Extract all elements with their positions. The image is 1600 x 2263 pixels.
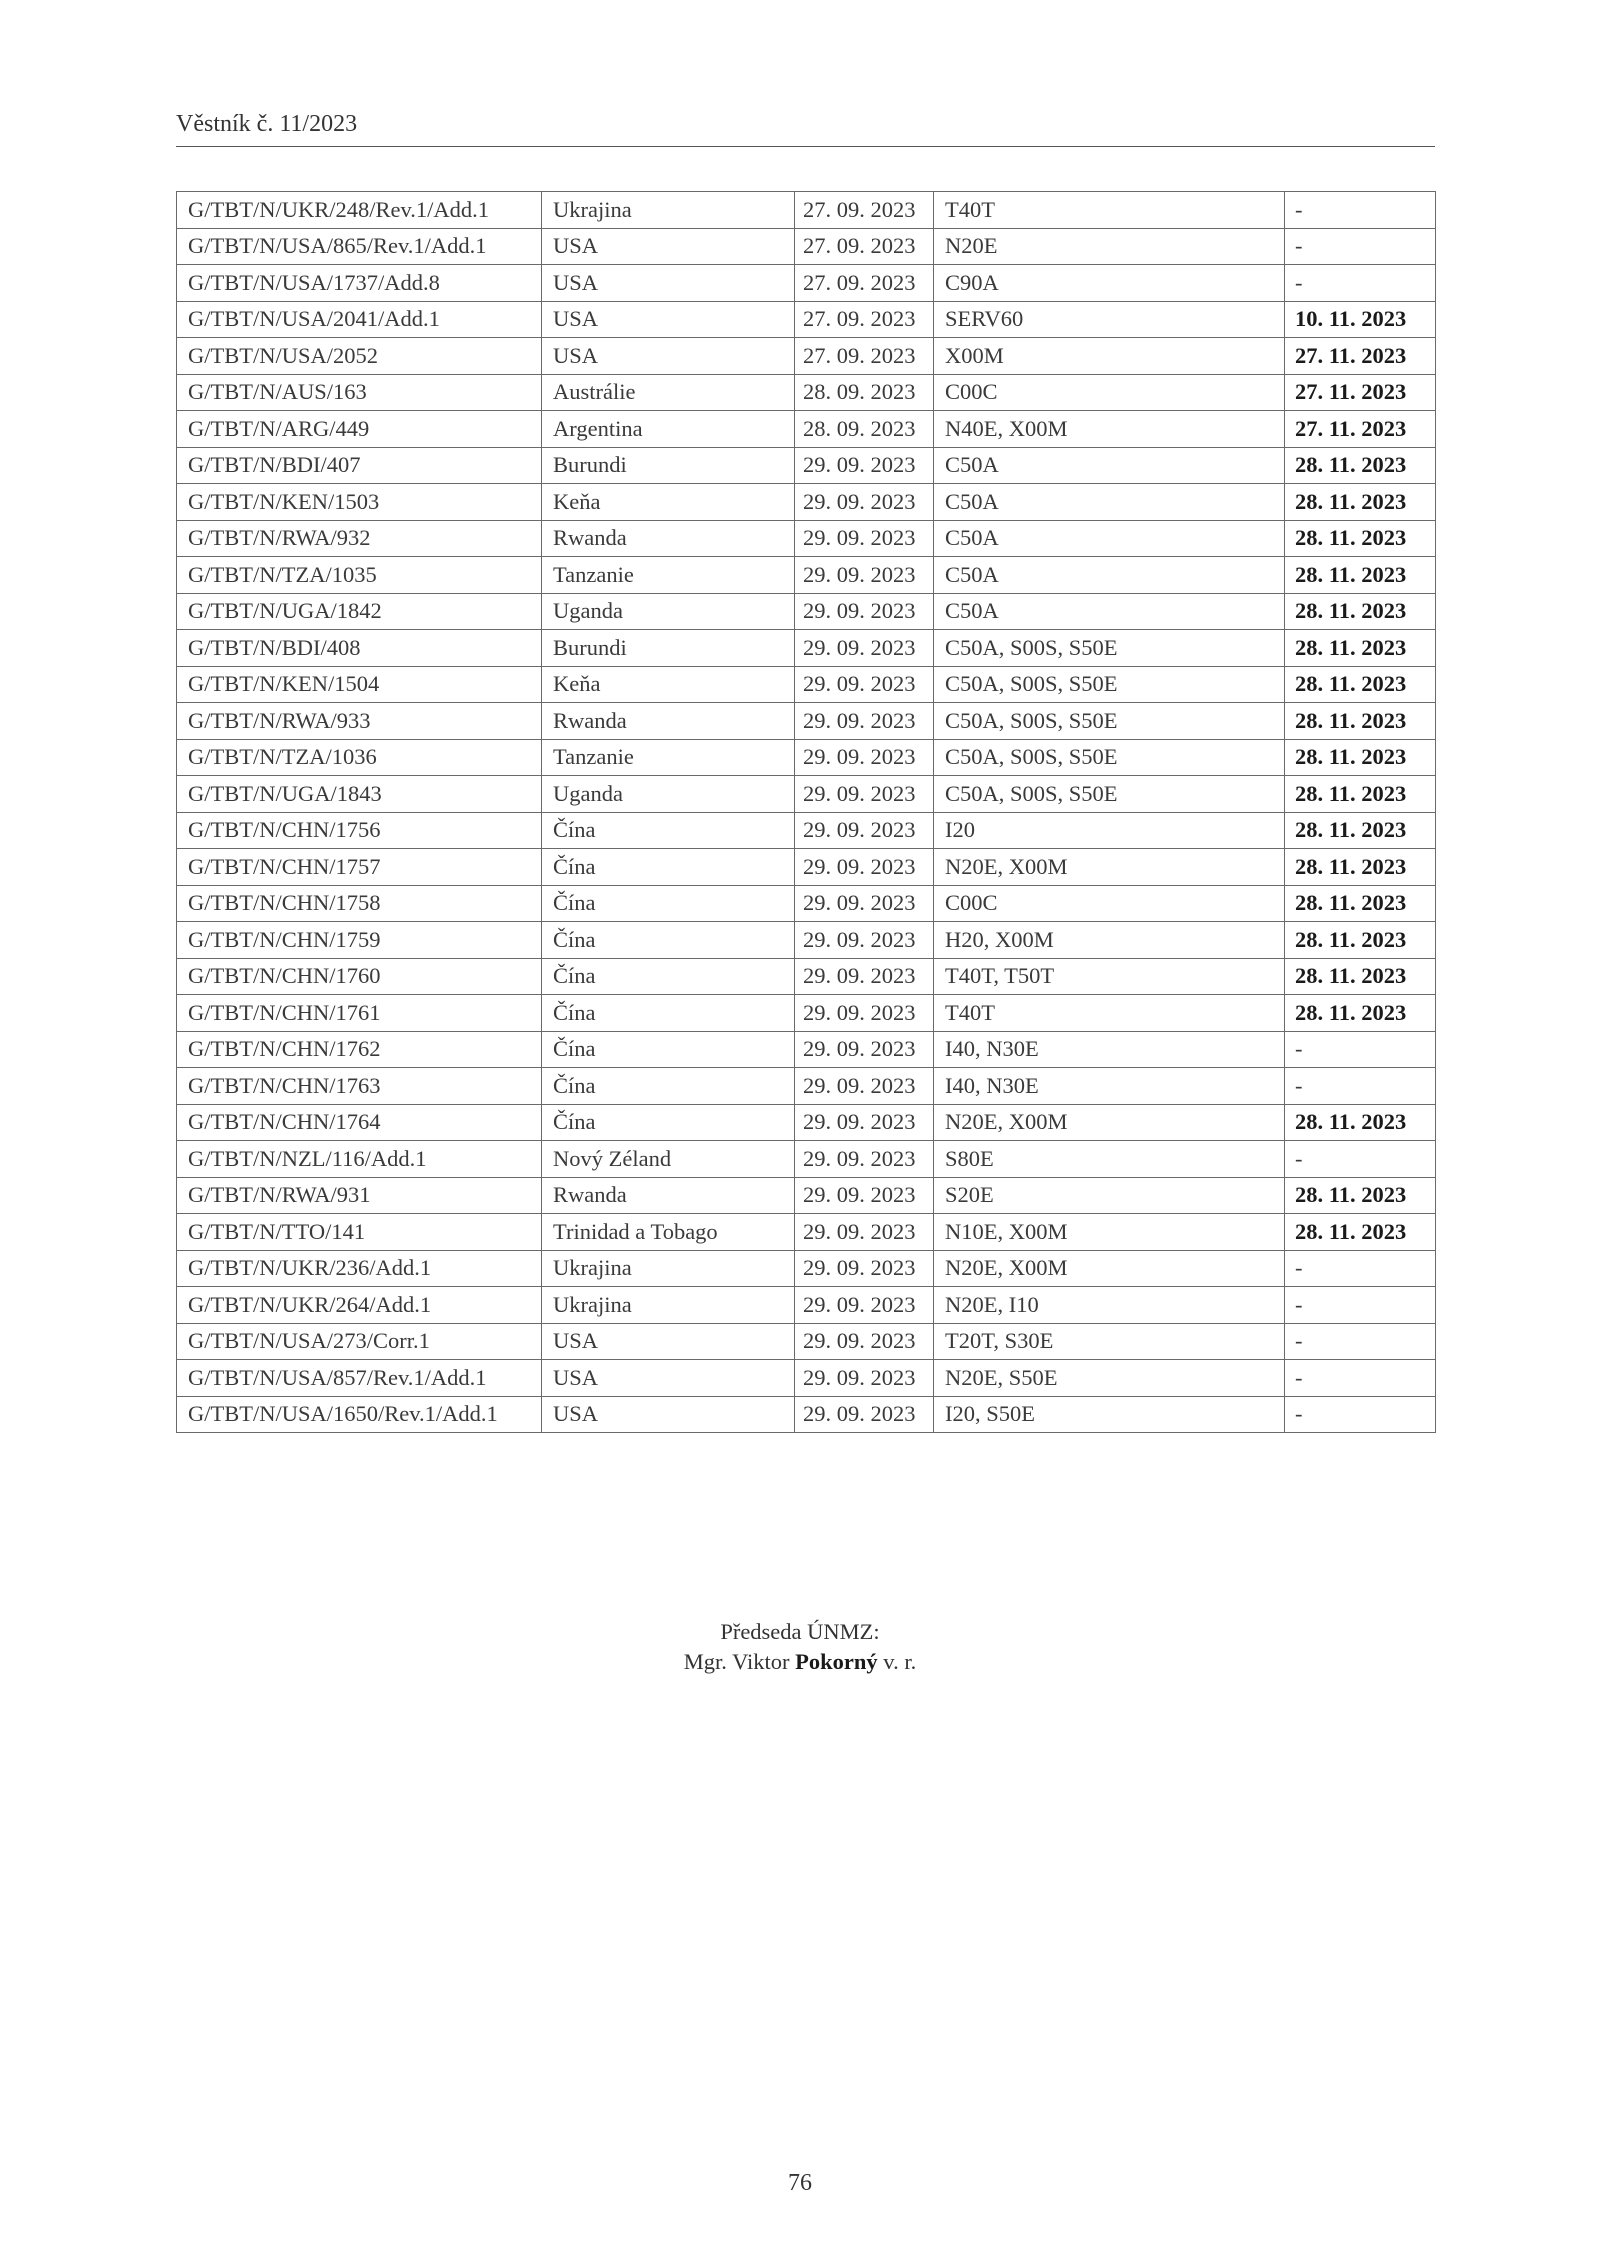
cell-codes: I40, N30E (934, 1068, 1285, 1105)
cell-deadline: - (1285, 1250, 1436, 1287)
cell-deadline: 27. 11. 2023 (1285, 374, 1436, 411)
journal-title: Věstník č. 11/2023 (176, 111, 358, 137)
cell-codes: C50A, S00S, S50E (934, 739, 1285, 776)
cell-deadline: 28. 11. 2023 (1285, 447, 1436, 484)
cell-date: 29. 09. 2023 (795, 593, 934, 630)
cell-deadline: 28. 11. 2023 (1285, 1214, 1436, 1251)
cell-date: 29. 09. 2023 (795, 447, 934, 484)
notifications-table-body (177, 192, 1436, 1433)
cell-symbol: G/TBT/N/USA/857/Rev.1/Add.1 (177, 1360, 542, 1397)
cell-deadline: 28. 11. 2023 (1285, 703, 1436, 740)
table-row (177, 739, 1436, 776)
cell-country: Rwanda (542, 703, 795, 740)
cell-symbol: G/TBT/N/CHN/1761 (177, 995, 542, 1032)
cell-symbol: G/TBT/N/RWA/932 (177, 520, 542, 557)
cell-date: 29. 09. 2023 (795, 1323, 934, 1360)
table-row (177, 1068, 1436, 1105)
cell-date: 29. 09. 2023 (795, 1104, 934, 1141)
table-row (177, 995, 1436, 1032)
cell-country: USA (542, 301, 795, 338)
table-row (177, 192, 1436, 229)
cell-country: Rwanda (542, 1177, 795, 1214)
cell-date: 29. 09. 2023 (795, 849, 934, 886)
cell-codes: I20 (934, 812, 1285, 849)
table-row (177, 1177, 1436, 1214)
cell-date: 28. 09. 2023 (795, 374, 934, 411)
cell-codes: C00C (934, 374, 1285, 411)
cell-symbol: G/TBT/N/CHN/1763 (177, 1068, 542, 1105)
table-row (177, 374, 1436, 411)
cell-country: Rwanda (542, 520, 795, 557)
cell-date: 29. 09. 2023 (795, 1141, 934, 1178)
cell-deadline: 28. 11. 2023 (1285, 484, 1436, 521)
table-row (177, 301, 1436, 338)
cell-deadline: 28. 11. 2023 (1285, 557, 1436, 594)
cell-codes: S20E (934, 1177, 1285, 1214)
cell-symbol: G/TBT/N/USA/1737/Add.8 (177, 265, 542, 302)
cell-symbol: G/TBT/N/USA/2052 (177, 338, 542, 375)
cell-country: Čína (542, 995, 795, 1032)
cell-symbol: G/TBT/N/RWA/931 (177, 1177, 542, 1214)
cell-codes: I40, N30E (934, 1031, 1285, 1068)
cell-date: 28. 09. 2023 (795, 411, 934, 448)
cell-deadline: - (1285, 192, 1436, 229)
cell-country: Burundi (542, 630, 795, 667)
cell-date: 27. 09. 2023 (795, 265, 934, 302)
signature-name (0, 1647, 1600, 1677)
cell-country: USA (542, 228, 795, 265)
cell-date: 29. 09. 2023 (795, 1360, 934, 1397)
cell-symbol: G/TBT/N/RWA/933 (177, 703, 542, 740)
cell-country: Nový Zéland (542, 1141, 795, 1178)
cell-deadline: 28. 11. 2023 (1285, 849, 1436, 886)
table-row (177, 1396, 1436, 1433)
cell-deadline: 28. 11. 2023 (1285, 666, 1436, 703)
cell-deadline: 28. 11. 2023 (1285, 1104, 1436, 1141)
cell-date: 29. 09. 2023 (795, 739, 934, 776)
cell-country: USA (542, 1396, 795, 1433)
cell-country: Čína (542, 1104, 795, 1141)
cell-symbol: G/TBT/N/CHN/1758 (177, 885, 542, 922)
cell-deadline: 27. 11. 2023 (1285, 338, 1436, 375)
cell-codes: N20E (934, 228, 1285, 265)
cell-date: 27. 09. 2023 (795, 192, 934, 229)
table-row (177, 228, 1436, 265)
cell-date: 29. 09. 2023 (795, 776, 934, 813)
cell-codes: C50A (934, 484, 1285, 521)
cell-date: 29. 09. 2023 (795, 1031, 934, 1068)
cell-codes: C50A, S00S, S50E (934, 703, 1285, 740)
cell-country: USA (542, 1323, 795, 1360)
cell-deadline: 28. 11. 2023 (1285, 520, 1436, 557)
cell-symbol: G/TBT/N/TZA/1035 (177, 557, 542, 594)
cell-deadline: - (1285, 228, 1436, 265)
cell-symbol: G/TBT/N/CHN/1760 (177, 958, 542, 995)
cell-deadline: 28. 11. 2023 (1285, 630, 1436, 667)
cell-country: Ukrajina (542, 192, 795, 229)
cell-symbol: G/TBT/N/BDI/408 (177, 630, 542, 667)
cell-date: 29. 09. 2023 (795, 630, 934, 667)
table-row (177, 1141, 1436, 1178)
cell-country: Argentina (542, 411, 795, 448)
cell-deadline: - (1285, 1141, 1436, 1178)
cell-country: Čína (542, 1068, 795, 1105)
table-row (177, 958, 1436, 995)
cell-country: Čína (542, 849, 795, 886)
cell-codes: C50A (934, 447, 1285, 484)
cell-codes: C50A, S00S, S50E (934, 776, 1285, 813)
cell-country: Trinidad a Tobago (542, 1214, 795, 1251)
cell-codes: S80E (934, 1141, 1285, 1178)
cell-deadline: - (1285, 1287, 1436, 1324)
cell-codes: N20E, X00M (934, 1250, 1285, 1287)
cell-date: 29. 09. 2023 (795, 484, 934, 521)
cell-date: 29. 09. 2023 (795, 520, 934, 557)
cell-symbol: G/TBT/N/UKR/248/Rev.1/Add.1 (177, 192, 542, 229)
cell-deadline: 28. 11. 2023 (1285, 958, 1436, 995)
cell-codes: N20E, X00M (934, 849, 1285, 886)
cell-date: 29. 09. 2023 (795, 1396, 934, 1433)
cell-codes: C50A (934, 593, 1285, 630)
cell-country: Čína (542, 885, 795, 922)
cell-symbol: G/TBT/N/UGA/1843 (177, 776, 542, 813)
cell-country: Austrálie (542, 374, 795, 411)
table-row (177, 849, 1436, 886)
cell-country: Uganda (542, 593, 795, 630)
cell-symbol: G/TBT/N/AUS/163 (177, 374, 542, 411)
cell-codes: H20, X00M (934, 922, 1285, 959)
cell-codes: N20E, S50E (934, 1360, 1285, 1397)
cell-deadline: - (1285, 265, 1436, 302)
cell-codes: C00C (934, 885, 1285, 922)
signature-name-suffix: v. r. (877, 1649, 917, 1674)
cell-deadline: - (1285, 1323, 1436, 1360)
cell-deadline: 10. 11. 2023 (1285, 301, 1436, 338)
cell-symbol: G/TBT/N/CHN/1764 (177, 1104, 542, 1141)
cell-date: 29. 09. 2023 (795, 995, 934, 1032)
cell-country: Uganda (542, 776, 795, 813)
signature-block (0, 1617, 1600, 1677)
table-row (177, 338, 1436, 375)
cell-symbol: G/TBT/N/KEN/1503 (177, 484, 542, 521)
cell-deadline: 28. 11. 2023 (1285, 922, 1436, 959)
table-row (177, 1031, 1436, 1068)
cell-date: 29. 09. 2023 (795, 1214, 934, 1251)
cell-deadline: 28. 11. 2023 (1285, 593, 1436, 630)
table-row (177, 776, 1436, 813)
cell-deadline: 28. 11. 2023 (1285, 995, 1436, 1032)
table-row (177, 447, 1436, 484)
cell-deadline: - (1285, 1360, 1436, 1397)
cell-date: 29. 09. 2023 (795, 1177, 934, 1214)
cell-codes: X00M (934, 338, 1285, 375)
cell-codes: N40E, X00M (934, 411, 1285, 448)
cell-codes: N20E, I10 (934, 1287, 1285, 1324)
cell-country: USA (542, 338, 795, 375)
cell-date: 29. 09. 2023 (795, 958, 934, 995)
cell-country: USA (542, 265, 795, 302)
table-row (177, 703, 1436, 740)
table-row (177, 1323, 1436, 1360)
table-row (177, 630, 1436, 667)
cell-date: 29. 09. 2023 (795, 557, 934, 594)
cell-symbol: G/TBT/N/CHN/1757 (177, 849, 542, 886)
cell-codes: N10E, X00M (934, 1214, 1285, 1251)
cell-codes: N20E, X00M (934, 1104, 1285, 1141)
cell-codes: T40T, T50T (934, 958, 1285, 995)
table-row (177, 557, 1436, 594)
cell-symbol: G/TBT/N/UGA/1842 (177, 593, 542, 630)
cell-deadline: 28. 11. 2023 (1285, 1177, 1436, 1214)
table-row (177, 1287, 1436, 1324)
cell-country: Čína (542, 958, 795, 995)
cell-country: Čína (542, 1031, 795, 1068)
cell-deadline: 28. 11. 2023 (1285, 885, 1436, 922)
cell-country: USA (542, 1360, 795, 1397)
cell-symbol: G/TBT/N/CHN/1762 (177, 1031, 542, 1068)
cell-symbol: G/TBT/N/USA/2041/Add.1 (177, 301, 542, 338)
cell-date: 29. 09. 2023 (795, 885, 934, 922)
page-header (176, 112, 1435, 147)
cell-country: Burundi (542, 447, 795, 484)
table-row (177, 1250, 1436, 1287)
cell-codes: C50A (934, 520, 1285, 557)
cell-deadline: 28. 11. 2023 (1285, 739, 1436, 776)
notifications-table (176, 191, 1436, 1433)
cell-country: Keňa (542, 484, 795, 521)
cell-date: 27. 09. 2023 (795, 228, 934, 265)
cell-date: 27. 09. 2023 (795, 301, 934, 338)
cell-symbol: G/TBT/N/TTO/141 (177, 1214, 542, 1251)
cell-codes: I20, S50E (934, 1396, 1285, 1433)
cell-symbol: G/TBT/N/NZL/116/Add.1 (177, 1141, 542, 1178)
cell-date: 29. 09. 2023 (795, 703, 934, 740)
cell-codes: C50A, S00S, S50E (934, 630, 1285, 667)
cell-symbol: G/TBT/N/USA/865/Rev.1/Add.1 (177, 228, 542, 265)
cell-symbol: G/TBT/N/USA/1650/Rev.1/Add.1 (177, 1396, 542, 1433)
cell-codes: T40T (934, 995, 1285, 1032)
cell-deadline: - (1285, 1031, 1436, 1068)
signature-role: Předseda ÚNMZ: (720, 1619, 880, 1644)
cell-symbol: G/TBT/N/TZA/1036 (177, 739, 542, 776)
cell-date: 29. 09. 2023 (795, 922, 934, 959)
table-row (177, 265, 1436, 302)
cell-symbol: G/TBT/N/USA/273/Corr.1 (177, 1323, 542, 1360)
cell-symbol: G/TBT/N/CHN/1759 (177, 922, 542, 959)
table-row (177, 593, 1436, 630)
cell-codes: T20T, S30E (934, 1323, 1285, 1360)
table-row (177, 922, 1436, 959)
cell-country: Tanzanie (542, 739, 795, 776)
table-row (177, 1360, 1436, 1397)
cell-date: 29. 09. 2023 (795, 1250, 934, 1287)
table-row (177, 484, 1436, 521)
table-row (177, 885, 1436, 922)
cell-date: 29. 09. 2023 (795, 812, 934, 849)
cell-deadline: - (1285, 1068, 1436, 1105)
signature-surname: Pokorný (795, 1649, 878, 1674)
cell-deadline: 28. 11. 2023 (1285, 812, 1436, 849)
cell-country: Tanzanie (542, 557, 795, 594)
cell-country: Ukrajina (542, 1250, 795, 1287)
cell-symbol: G/TBT/N/UKR/264/Add.1 (177, 1287, 542, 1324)
cell-codes: C50A, S00S, S50E (934, 666, 1285, 703)
cell-date: 29. 09. 2023 (795, 666, 934, 703)
cell-date: 27. 09. 2023 (795, 338, 934, 375)
cell-symbol: G/TBT/N/KEN/1504 (177, 666, 542, 703)
cell-country: Čína (542, 812, 795, 849)
cell-country: Čína (542, 922, 795, 959)
cell-deadline: 28. 11. 2023 (1285, 776, 1436, 813)
cell-date: 29. 09. 2023 (795, 1287, 934, 1324)
cell-codes: T40T (934, 192, 1285, 229)
cell-date: 29. 09. 2023 (795, 1068, 934, 1105)
signature-name-prefix: Mgr. Viktor (683, 1649, 796, 1674)
table-row (177, 666, 1436, 703)
table-row (177, 812, 1436, 849)
page-number: 76 (788, 2170, 812, 2196)
cell-codes: SERV60 (934, 301, 1285, 338)
cell-deadline: 27. 11. 2023 (1285, 411, 1436, 448)
cell-codes: C90A (934, 265, 1285, 302)
cell-symbol: G/TBT/N/ARG/449 (177, 411, 542, 448)
cell-symbol: G/TBT/N/BDI/407 (177, 447, 542, 484)
table-row (177, 1214, 1436, 1251)
table-row (177, 520, 1436, 557)
cell-symbol: G/TBT/N/CHN/1756 (177, 812, 542, 849)
cell-country: Ukrajina (542, 1287, 795, 1324)
cell-deadline: - (1285, 1396, 1436, 1433)
cell-codes: C50A (934, 557, 1285, 594)
table-row (177, 1104, 1436, 1141)
table-row (177, 411, 1436, 448)
cell-symbol: G/TBT/N/UKR/236/Add.1 (177, 1250, 542, 1287)
cell-country: Keňa (542, 666, 795, 703)
